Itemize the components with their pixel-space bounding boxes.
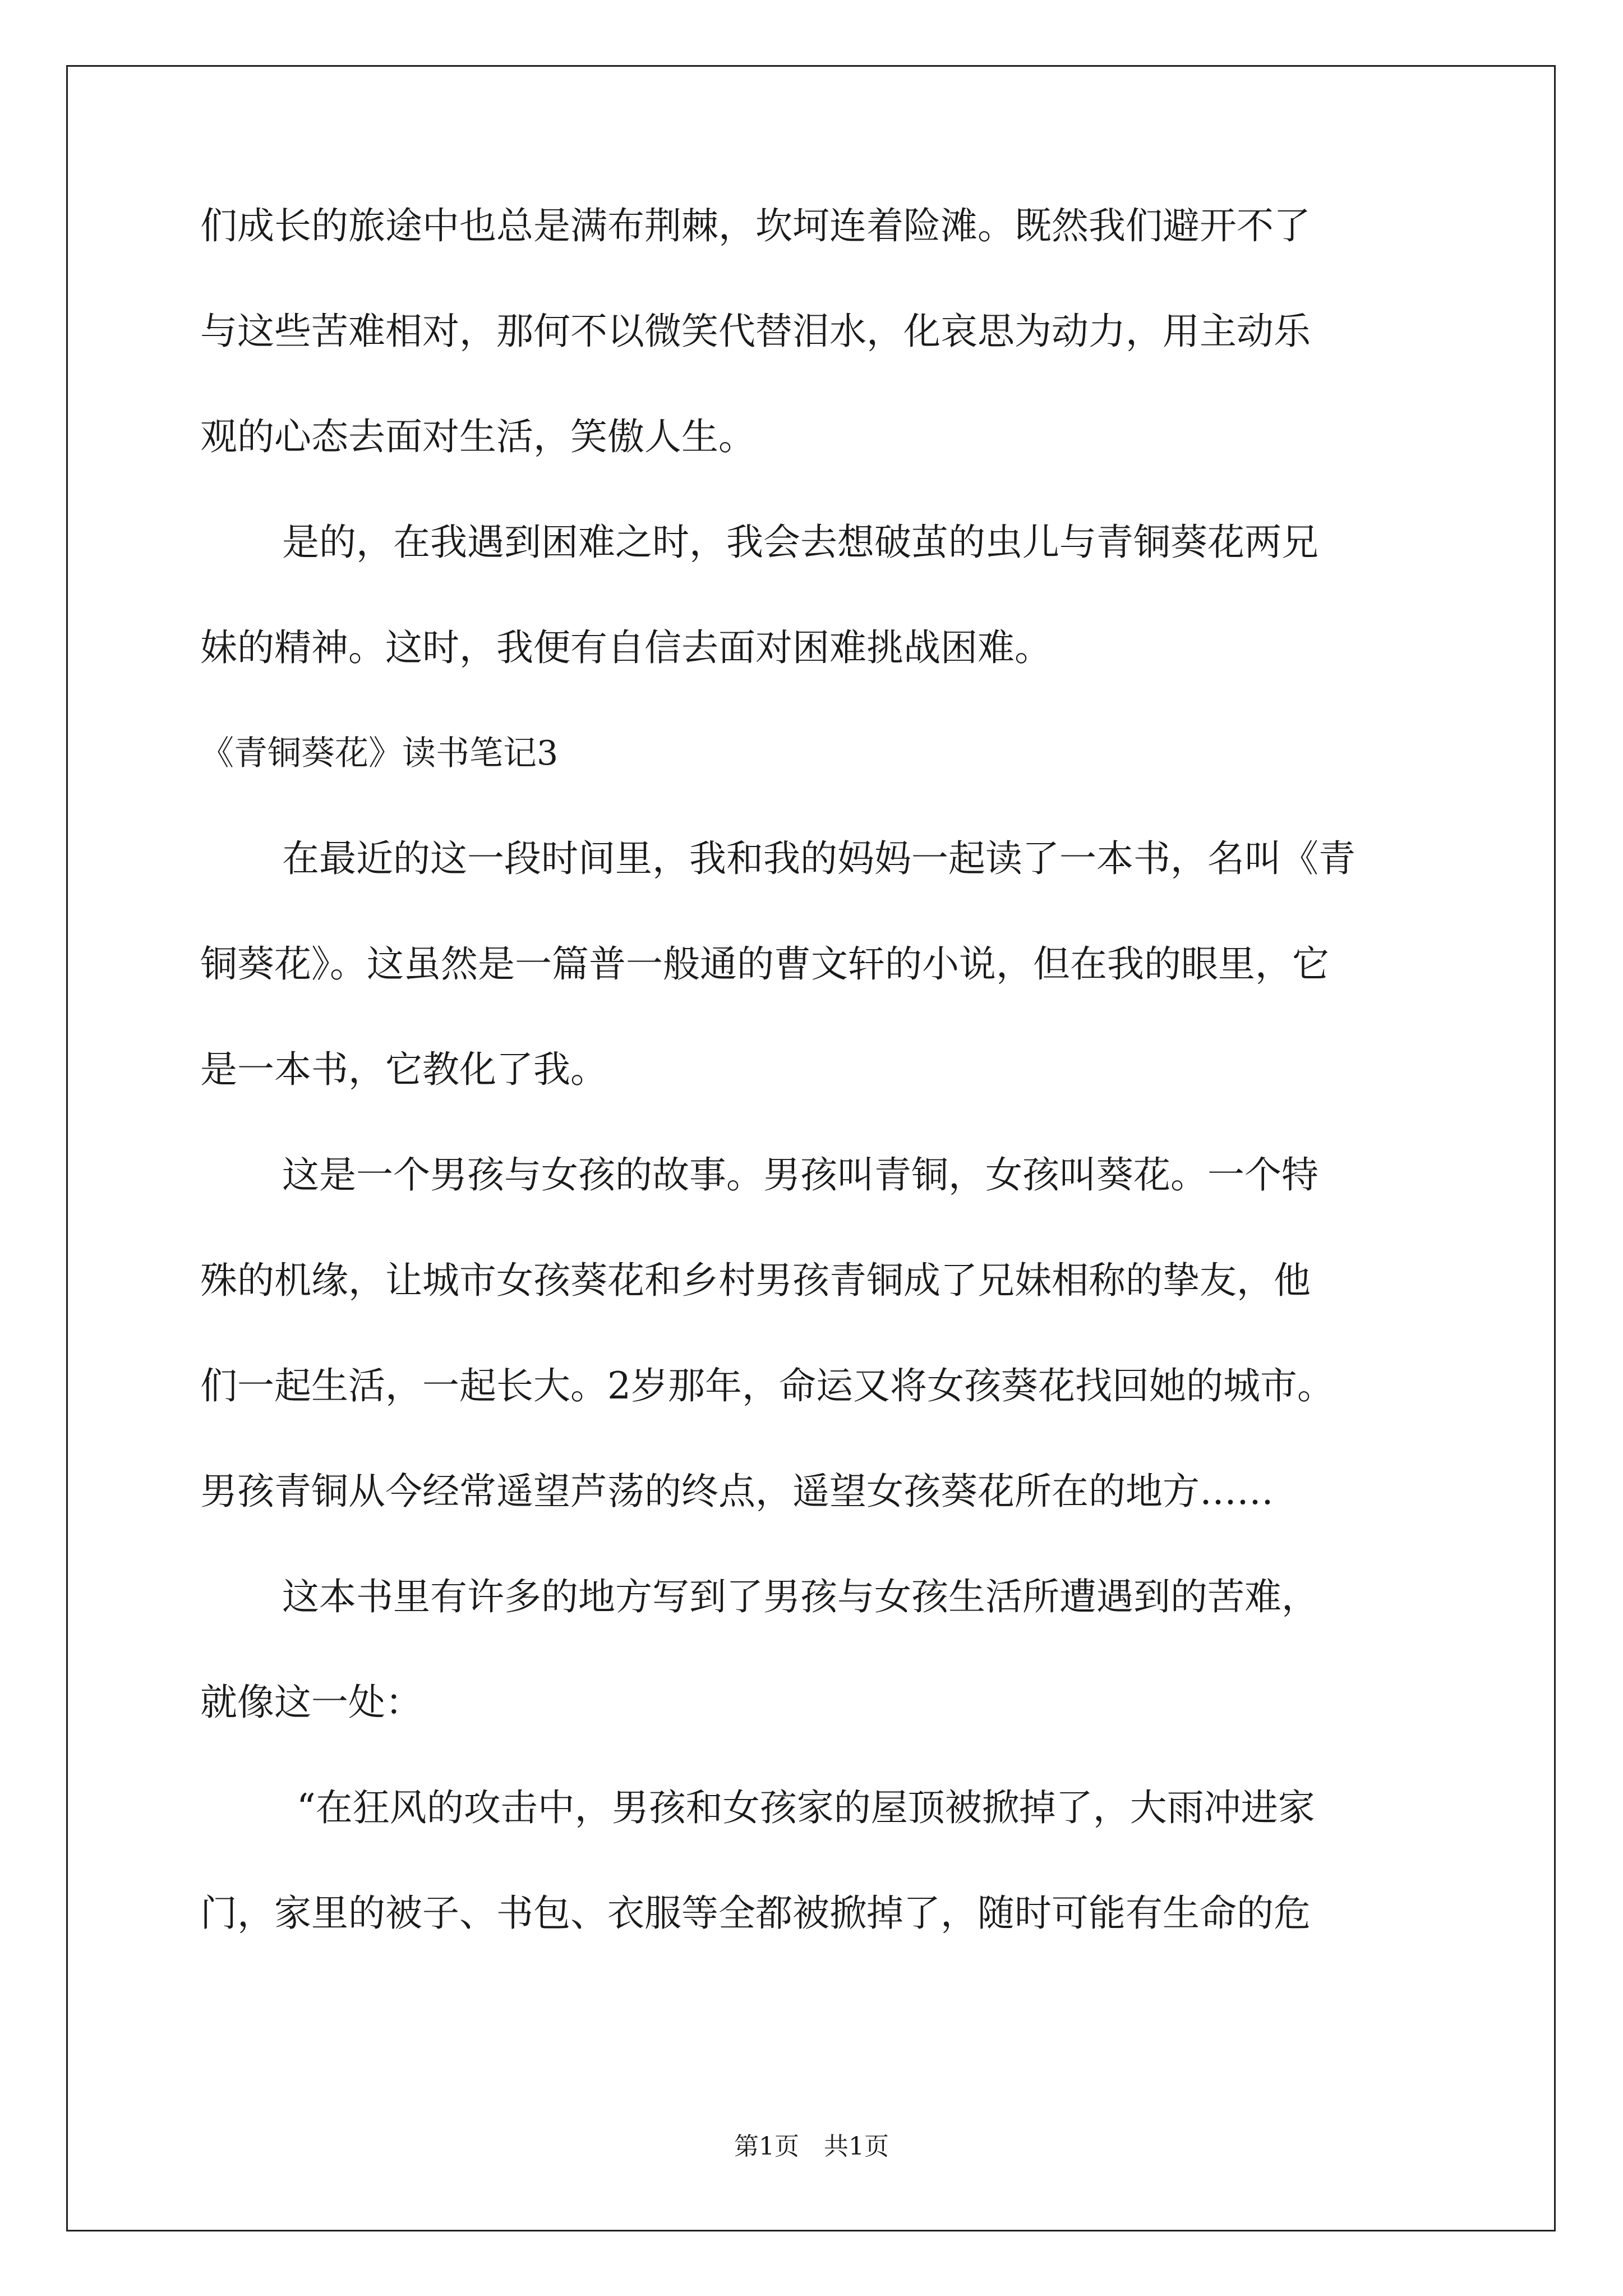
body-line: 在最近的这一段时间里，我和我的妈妈一起读了一本书，名叫《青 bbox=[282, 837, 1355, 880]
quote-line: “在狂风的攻击中，男孩和女孩家的屋顶被掀掉了，大雨冲进家 bbox=[297, 1786, 1315, 1829]
body-line: 男孩青铜从今经常遥望芦荡的终点，遥望女孩葵花所在的地方…… bbox=[200, 1470, 1274, 1513]
body-line: 这是一个男孩与女孩的故事。男孩叫青铜，女孩叫葵花。一个特 bbox=[282, 1153, 1318, 1197]
body-line: 们成长的旅途中也总是满布荆棘，坎坷连着险滩。既然我们避开不了 bbox=[200, 204, 1311, 247]
body-line: 铜葵花》。这虽然是一篇普一般通的曹文轩的小说，但在我的眼里，它 bbox=[200, 942, 1329, 986]
body-line: 这本书里有许多的地方写到了男孩与女孩生活所遭遇到的苦难， bbox=[282, 1575, 1318, 1618]
body-line: 与这些苦难相对，那何不以微笑代替泪水，化哀思为动力，用主动乐 bbox=[200, 310, 1311, 353]
body-line: 是的，在我遇到困难之时，我会去想破茧的虫儿与青铜葵花两兄 bbox=[282, 521, 1318, 564]
body-line: 殊的机缘，让城市女孩葵花和乡村男孩青铜成了兄妹相称的挚友，他 bbox=[200, 1259, 1311, 1302]
body-line: 们一起生活，一起长大。2岁那年，命运又将女孩葵花找回她的城市。 bbox=[200, 1364, 1334, 1407]
body-line: 门，家里的被子、书包、衣服等全都被掀掉了，随时可能有生命的危 bbox=[200, 1892, 1311, 1935]
body-line: 妹的精神。这时，我便有自信去面对困难挑战困难。 bbox=[200, 626, 1052, 669]
page-number: 第1页 共1页 bbox=[734, 2132, 889, 2161]
body-line: 观的心态去面对生活，笑傲人生。 bbox=[200, 415, 755, 458]
body-line: 是一本书，它教化了我。 bbox=[200, 1048, 607, 1091]
body-line: 就像这一处： bbox=[200, 1681, 422, 1724]
section-heading: 《青铜葵花》读书笔记3 bbox=[200, 734, 559, 773]
